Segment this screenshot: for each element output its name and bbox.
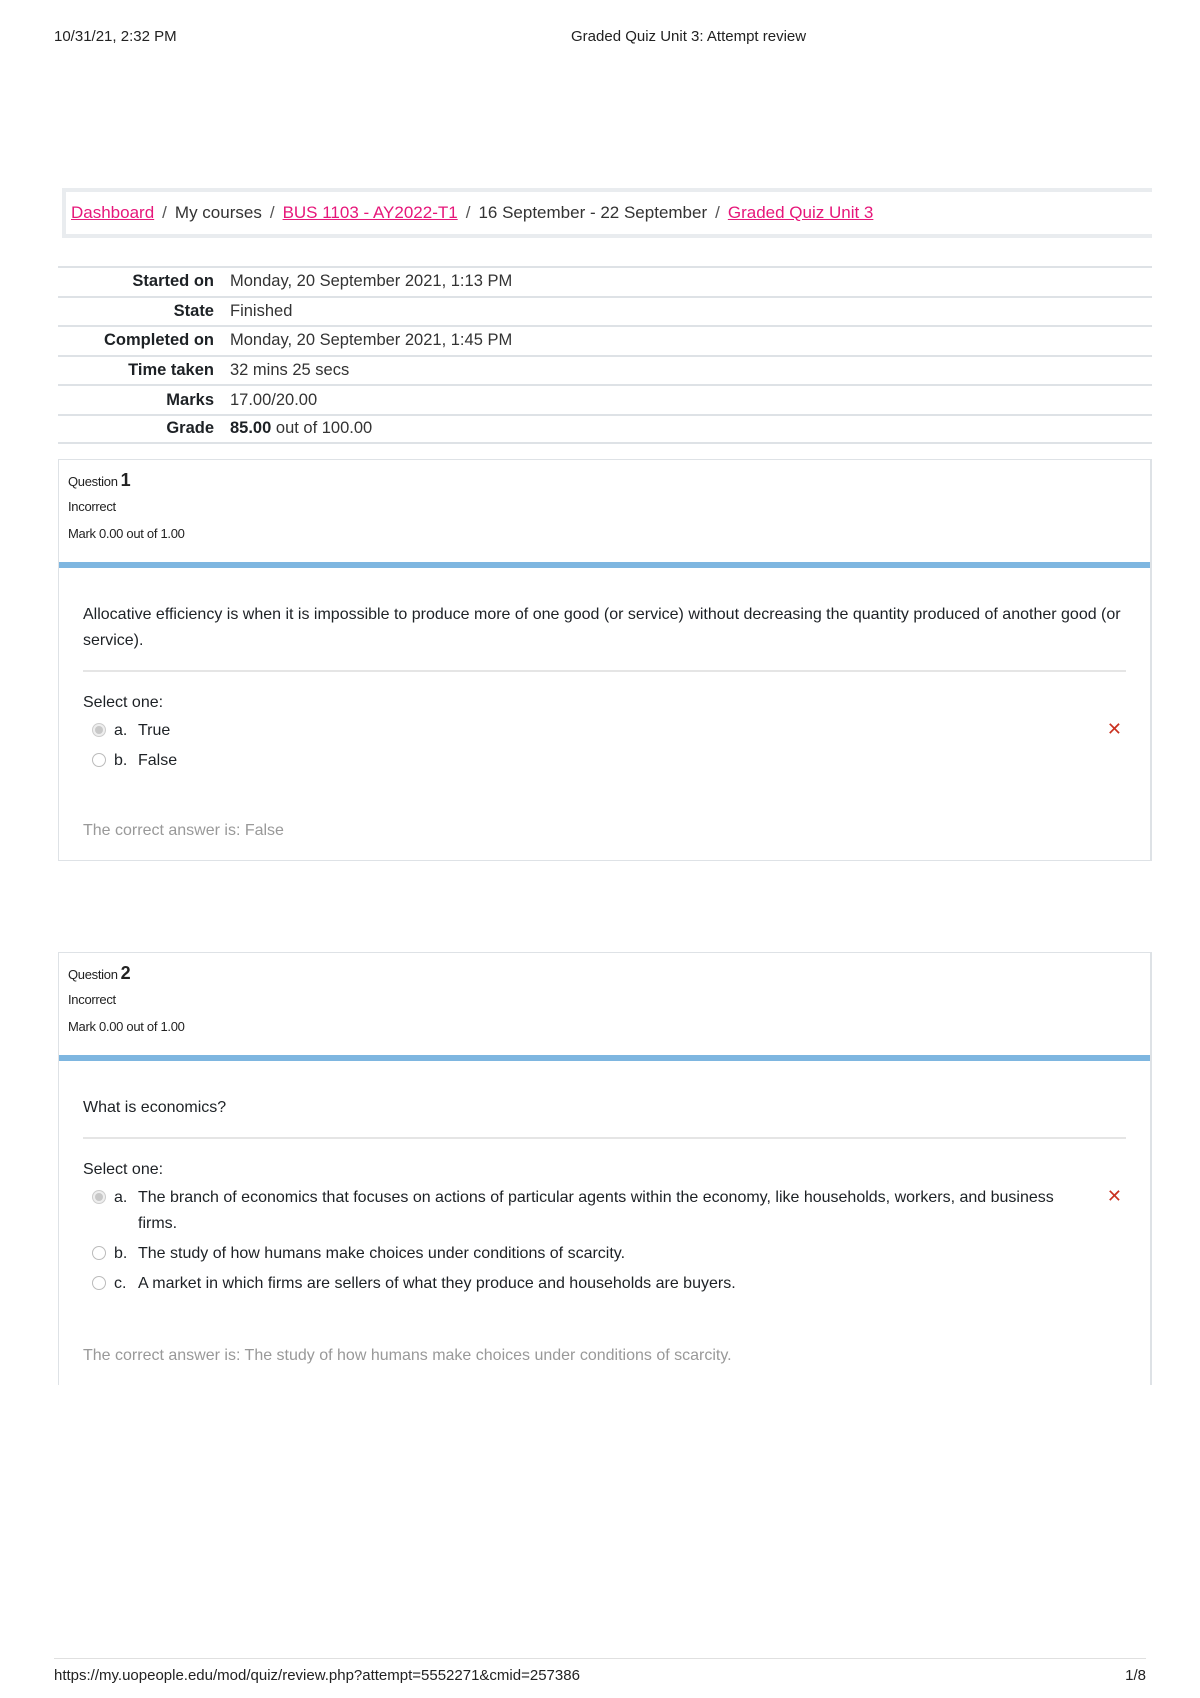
radio-button-checked[interactable]	[92, 723, 106, 737]
question-number	[68, 470, 1141, 491]
select-one-label: Select one:	[83, 1161, 164, 1178]
print-header	[54, 28, 1146, 48]
question-state: Incorrect	[68, 992, 116, 1007]
attempt-summary-table	[58, 266, 1152, 444]
summary-value: Monday, 20 September 2021, 1:13 PM	[230, 272, 513, 291]
question-grade: Mark 0.00 out of 1.00	[68, 1019, 185, 1034]
breadcrumb-separator: /	[715, 203, 720, 222]
summary-label: Started on	[132, 272, 214, 291]
summary-value: Monday, 20 September 2021, 1:45 PM	[230, 331, 513, 350]
answer-option-a[interactable]	[83, 1185, 1126, 1237]
answer-letter: a.	[114, 722, 128, 739]
breadcrumb-dashboard-link[interactable]: Dashboard	[71, 203, 155, 222]
answer-text: True	[138, 722, 171, 739]
answer-option-b[interactable]	[83, 1241, 1126, 1267]
breadcrumb	[62, 188, 1152, 238]
question-number	[68, 963, 1141, 984]
grade-out-of: out of 100.00	[275, 419, 373, 438]
breadcrumb-separator: /	[162, 203, 167, 222]
correct-answer-feedback: The correct answer is: The study of how humans make choices under conditions of scarcity.	[83, 1347, 732, 1364]
radio-button-checked[interactable]	[92, 1190, 106, 1204]
answer-text: A market in which firms are sellers of what they produce and households are buyers.	[138, 1275, 736, 1292]
answer-letter: b.	[114, 1245, 128, 1262]
summary-row-time-taken	[58, 355, 1152, 385]
answer-letter: c.	[114, 1275, 127, 1292]
breadcrumb-my-courses: My courses	[174, 203, 262, 222]
grade-score: 85.00	[230, 419, 272, 438]
summary-label: Completed on	[104, 331, 214, 350]
question-label: Question	[68, 474, 118, 489]
answer-text: False	[138, 752, 178, 769]
question-label: Question	[68, 967, 118, 982]
cross-icon: ✕	[1106, 1186, 1122, 1206]
radio-button[interactable]	[92, 1246, 106, 1260]
breadcrumb-week: 16 September - 22 September	[478, 203, 708, 222]
print-datetime: 10/31/21, 2:32 PM	[54, 28, 177, 45]
breadcrumb-separator: /	[465, 203, 471, 222]
summary-label: Time taken	[128, 361, 214, 380]
answer-text: The study of how humans make choices under conditions of scarcity.	[138, 1245, 626, 1262]
radio-button[interactable]	[92, 753, 106, 767]
question-1	[58, 459, 1152, 861]
summary-value: Finished	[230, 301, 293, 320]
question-info	[59, 460, 1150, 562]
question-text: What is economics?	[83, 1095, 1126, 1139]
summary-label: Grade	[166, 419, 214, 438]
question-number-value: 1	[120, 470, 131, 490]
print-url: https://my.uopeople.edu/mod/quiz/review.php?attempt=5552271&cmid=257386	[54, 1667, 580, 1684]
summary-value	[230, 419, 372, 438]
answer-text: The branch of economics that focuses on actions of particular agents within the economy, like households, workers, and business firms.	[138, 1189, 1054, 1232]
summary-row-state	[58, 296, 1152, 326]
print-footer	[54, 1658, 1146, 1684]
select-one-label: Select one:	[83, 694, 164, 711]
question-number-value: 2	[120, 963, 131, 983]
summary-row-marks	[58, 384, 1152, 414]
question-text: Allocative efficiency is when it is impossible to produce more of one good (or service) without decreasing the quantity produced of another good (or service).	[83, 602, 1126, 672]
answer-letter: a.	[114, 1189, 128, 1206]
breadcrumb-course-link[interactable]: BUS 1103 - AY2022-T1	[282, 203, 458, 222]
answer-option-b[interactable]	[83, 748, 1126, 774]
summary-row-started	[58, 266, 1152, 296]
breadcrumb-separator: /	[269, 203, 275, 222]
answer-option-c[interactable]	[83, 1271, 1126, 1297]
answer-option-a[interactable]	[83, 718, 1126, 744]
summary-label: State	[173, 301, 214, 320]
summary-value: 32 mins 25 secs	[230, 361, 350, 380]
question-2	[58, 952, 1152, 1385]
summary-row-completed	[58, 325, 1152, 355]
question-content	[59, 1055, 1150, 1331]
print-title: Graded Quiz Unit 3: Attempt review	[571, 28, 807, 45]
question-grade: Mark 0.00 out of 1.00	[68, 526, 185, 541]
cross-icon: ✕	[1106, 719, 1122, 739]
question-info	[59, 953, 1150, 1055]
summary-label: Marks	[166, 390, 214, 409]
breadcrumb-quiz-link[interactable]: Graded Quiz Unit 3	[727, 203, 874, 222]
correct-answer-feedback: The correct answer is: False	[83, 822, 284, 839]
answer-letter: b.	[114, 752, 128, 769]
summary-row-grade	[58, 414, 1152, 444]
question-content	[59, 562, 1150, 806]
print-page-number: 1/8	[1125, 1667, 1146, 1684]
question-state: Incorrect	[68, 499, 116, 514]
summary-value: 17.00/20.00	[230, 390, 318, 409]
radio-button[interactable]	[92, 1276, 106, 1290]
